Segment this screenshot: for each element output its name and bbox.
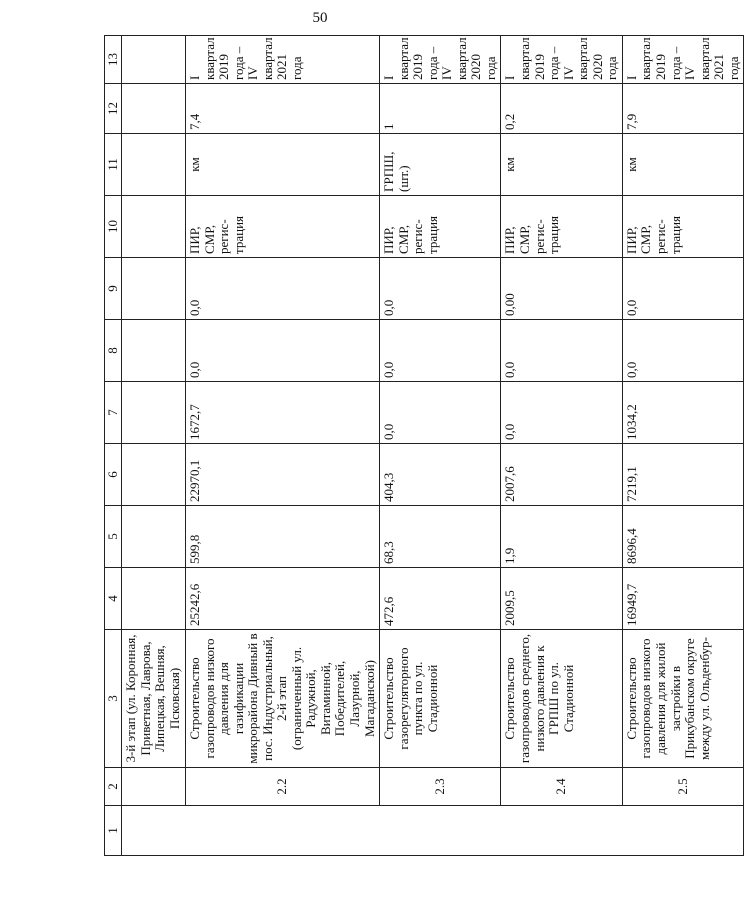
table-cell bbox=[122, 506, 186, 568]
header-cell: 5 bbox=[105, 506, 122, 568]
table-cell bbox=[122, 768, 186, 806]
table-cell: ГРПШ, (шт.) bbox=[380, 134, 501, 196]
header-cell: 2 bbox=[105, 768, 122, 806]
header-cell: 4 bbox=[105, 568, 122, 630]
table-cell: км bbox=[186, 134, 380, 196]
header-cell: 11 bbox=[105, 134, 122, 196]
table-cell: 0,0 bbox=[501, 320, 622, 382]
header-cell: 10 bbox=[105, 196, 122, 258]
table-cell: 0,0 bbox=[501, 382, 622, 444]
table-cell bbox=[122, 568, 186, 630]
table-cell: 8696,4 bbox=[622, 506, 743, 568]
table-cell: I квартал 2019 года – IV квартал 2021 года bbox=[622, 36, 743, 84]
table-row bbox=[186, 36, 380, 856]
table-cell: ПИР, СМР, регис-трация bbox=[622, 196, 743, 258]
table-row bbox=[380, 36, 501, 856]
table-cell bbox=[122, 444, 186, 506]
rotated-table-wrapper bbox=[104, 36, 741, 856]
header-cell: 12 bbox=[105, 84, 122, 134]
table-cell: 1,9 bbox=[501, 506, 622, 568]
row-code: 2.3 bbox=[380, 768, 501, 806]
row-name: Строительство газорегуляторного пункта по ул. Стадионной bbox=[380, 630, 501, 768]
header-cell: 3 bbox=[105, 630, 122, 768]
table-cell: ПИР, СМР, регис-трация bbox=[501, 196, 622, 258]
table-cell: ПИР, СМР, регис-трация bbox=[380, 196, 501, 258]
table-cell: 0,2 bbox=[501, 84, 622, 134]
row-name: Строительство газопроводов среднего, низкого давления к ГРПШ по ул. Стадионной bbox=[501, 630, 622, 768]
header-cell: 6 bbox=[105, 444, 122, 506]
table-cell bbox=[122, 134, 186, 196]
table-cell: I квартал 2019 года – IV квартал 2020 года bbox=[501, 36, 622, 84]
table-cell: 0,0 bbox=[380, 382, 501, 444]
header-cell: 8 bbox=[105, 320, 122, 382]
program-table bbox=[104, 35, 744, 856]
section-number-cell bbox=[122, 806, 744, 856]
table-cell: 7219,1 bbox=[622, 444, 743, 506]
table-cell: км bbox=[622, 134, 743, 196]
table-cell: I квартал 2019 года – IV квартал 2021 года bbox=[186, 36, 380, 84]
table-cell: 7,4 bbox=[186, 84, 380, 134]
table-cell: 16949,7 bbox=[622, 568, 743, 630]
table-cell bbox=[122, 36, 186, 84]
table-cell: 25242,6 bbox=[186, 568, 380, 630]
row-code: 2.5 bbox=[622, 768, 743, 806]
table-cell: 0,0 bbox=[622, 258, 743, 320]
table-cell: 0,0 bbox=[622, 320, 743, 382]
table-cell: 68,3 bbox=[380, 506, 501, 568]
table-cell: 0,0 bbox=[380, 258, 501, 320]
continuation-row bbox=[122, 36, 186, 856]
table-cell: 22970,1 bbox=[186, 444, 380, 506]
table-cell: 599,8 bbox=[186, 506, 380, 568]
page-number: 50 bbox=[312, 10, 328, 26]
table-cell: 1672,7 bbox=[186, 382, 380, 444]
table-cell bbox=[122, 382, 186, 444]
table-cell: 1 bbox=[380, 84, 501, 134]
header-cell: 7 bbox=[105, 382, 122, 444]
row-code: 2.2 bbox=[186, 768, 380, 806]
table-cell bbox=[122, 196, 186, 258]
table-cell: I квартал 2019 года – IV квартал 2020 года bbox=[380, 36, 501, 84]
table-cell: 1034,2 bbox=[622, 382, 743, 444]
table-row bbox=[622, 36, 743, 856]
table-cell: 0,00 bbox=[501, 258, 622, 320]
row-name: Строительство газопроводов низкого давления для газификации микрорайона Дивный в пос. Индустриальный, 2-й этап (ограниченный ул. Радужной, Витаминной, Победителей, Лазурной, Магаданской) bbox=[186, 630, 380, 768]
table-cell: 404,3 bbox=[380, 444, 501, 506]
table-cell bbox=[122, 320, 186, 382]
table-cell: 7,9 bbox=[622, 84, 743, 134]
table-cell: 3-й этап (ул. Коронная, Приветная, Лаврова, Липецкая, Вешняя, Псковская) bbox=[122, 630, 186, 768]
header-row bbox=[105, 36, 122, 856]
table-cell bbox=[122, 258, 186, 320]
table-cell: 472,6 bbox=[380, 568, 501, 630]
row-code: 2.4 bbox=[501, 768, 622, 806]
table-cell: 0,0 bbox=[186, 320, 380, 382]
table-cell bbox=[122, 84, 186, 134]
header-cell: 9 bbox=[105, 258, 122, 320]
row-name: Строительство газопроводов низкого давления для жилой застройки в Прикубанском округе между ул. Ольденбур- bbox=[622, 630, 743, 768]
table-cell: ПИР, СМР, регис-трация bbox=[186, 196, 380, 258]
table-cell: км bbox=[501, 134, 622, 196]
table-cell: 2009,5 bbox=[501, 568, 622, 630]
header-cell: 13 bbox=[105, 36, 122, 84]
table-row bbox=[501, 36, 622, 856]
table-cell: 2007,6 bbox=[501, 444, 622, 506]
table-cell: 0,0 bbox=[380, 320, 501, 382]
rotated-table bbox=[104, 36, 741, 856]
header-cell: 1 bbox=[105, 806, 122, 856]
table-cell: 0,0 bbox=[186, 258, 380, 320]
